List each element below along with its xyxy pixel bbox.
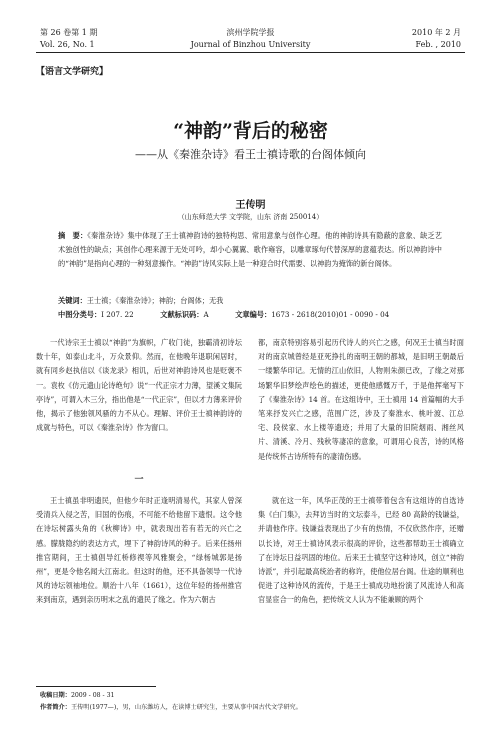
- clc-value: I 207. 22: [101, 310, 134, 319]
- date-en: Feb. , 2010: [415, 40, 461, 49]
- journal-cn: 滨州学院学报: [226, 28, 275, 37]
- keywords: [58, 296, 223, 306]
- date-cn: 2010 年 2 月: [411, 28, 461, 37]
- volume-cn: 第 26 卷第 1 期: [40, 28, 98, 37]
- received-label: 收稿日期：: [40, 692, 71, 699]
- author-bio-label: 作者简介：: [40, 704, 71, 711]
- clc-label: 中图分类号：: [58, 310, 102, 319]
- keywords-text: 王士禛；《秦淮杂诗》；神韵；台阁体；无我: [86, 296, 224, 305]
- volume-en: Vol. 26, No. 1: [40, 40, 95, 49]
- doc-code-label: 文献标识码：: [160, 310, 204, 319]
- section-heading-one: 一: [134, 475, 144, 485]
- article-subtitle: ——从《秦淮杂诗》看王士禛诗歌的台阁体倾向: [135, 148, 366, 161]
- left-column-para2: 王士禛虽非明遗民，但他少年时正逢明清易代，其家人曾深受清兵入侵之苦，旧国的伤痕，不可能不给他留下遗恨。这令他在诗坛树露头角的《秋柳诗》中，就表现出若有若无的兴亡之感。朦胧隐约的表达方式，埋下了神韵诗风的种子。后来任扬州推官期间，王士禛倡导红桥修禊等风雅聚会，“绿杨城郭是扬州”，更是令他名闻大江南北。但这时的他，还不具备领导一代诗风的诗坛领袖地位。顺治十八年（1661），这位年轻的扬州推官来到南京，遇到亲历明末之乱的遗民了缘之。作为六朝古: [36, 496, 242, 605]
- author-bio-text: 王传明(1977—)，男，山东潍坊人，在读博士研究生，主要从事中国古代文学研究。: [70, 704, 302, 711]
- abstract: [58, 229, 442, 272]
- right-column-para2: 就在这一年，风华正茂的王士禛带着包含有这组诗的自选诗集《白门集》，去拜访当时的文坛泰斗，已经 80 高龄的钱谦益，并请他作序。钱谦益表现出了少有的热情，不仅欣然作序，还赠以长诗，对王士禛诗风表示很高的评价，这些都帮助王士禛确立了在诗坛日益巩固的地位。后来王士禛坚守这种诗风，创立“神韵诗派”，并引起最高统治者的称许，使他位居台阁。仕途的顺利也促进了这种诗风的流传，于是王士禛成功地扮演了风流诗人和高官显宦合一的角色，把传统文人认为不能兼顾的两个: [258, 496, 464, 605]
- journal-en: Journal of Binzhou University: [190, 40, 311, 49]
- doc-code-value: A: [203, 310, 209, 319]
- author-name: 王传明: [235, 200, 266, 211]
- article-id-label: 文章编号：: [235, 310, 272, 319]
- abstract-label: 摘 要：: [58, 231, 88, 240]
- author-bio: [40, 702, 302, 713]
- footnote-rule: [36, 686, 156, 687]
- article-title: “神韵”背后的秘密: [173, 120, 328, 142]
- keywords-label: 关键词：: [58, 296, 87, 305]
- received-date: [40, 690, 114, 701]
- left-column-para1: 一代诗宗王士禛以“神韵”为旗帜，广收门徒，独霸清初诗坛数十年，如泰山北斗，万众景仰。然而，在他晚年退职闲居时，就有同乡赵执信以《谈龙录》相讥，后世对神韵诗风也是贬褒不一。袁枚《仿元遗山论诗绝句》说“一代正宗才力薄，望溪文集阮亭诗”，可谓入木三分，指出他是“一代正宗”，但以才力薄来评价他，揭示了他独领风骚的力不从心。理解、评价王士禛神韵诗的成就与特色，可以《秦淮杂诗》作为窗口。: [36, 338, 242, 433]
- right-column-para1: 都，南京特别容易引起历代诗人的兴亡之感，何况王士禛当时面对的南京城曾经是亚死挣扎的南明王朝的都城，是旧明王朝最后一缕繁华印记。无情的江山依旧，人物则朱颜已改，了缘之对那场繁华旧梦绘声绘色的描述，更使他感慨万千，于是他挥毫写下了《秦淮杂诗》14 首。在这组诗中，王士禛用 14 首篇幅的大手笔来抒发兴亡之感，范围广泛，涉及了秦淮水、桃叶渡、江总宅、段侯家、水上楼等遗迹；并用了大量的旧院烟雨、湘丝风片、清溪、冷月、残秋等凄凉的意象，可谓用心良苦，诗的风格是传统怀古诗所特有的凄清伤感。: [258, 338, 464, 461]
- section-tag: 【语言文学研究】: [36, 67, 109, 77]
- abstract-text: 《秦淮杂诗》集中体现了王士禛神韵诗的独特构思、常用意象与创作心理。他的神韵诗具有隐蔽的意象、缺乏艺术独创性的缺点；其创作心理来源于无处可吟，却小心翼翼、歌作雍容，以雕章琢句代替深厚的意蕴表达。所以神韵诗中的“神韵”是指向心理的一种刻意操作。“神韵”诗风实际上是一种迎合时代需要、以神韵为掩饰的新台阁体。: [58, 231, 442, 269]
- article-id-value: 1673 - 2618(2010)01 - 0090 - 04: [271, 310, 390, 319]
- author-affiliation: （山东师范大学 文学院，山东 济南 250014）: [177, 213, 324, 221]
- received-value: 2009 - 08 - 31: [70, 692, 115, 699]
- classification-line: [58, 310, 389, 320]
- header-rule: [36, 52, 465, 53]
